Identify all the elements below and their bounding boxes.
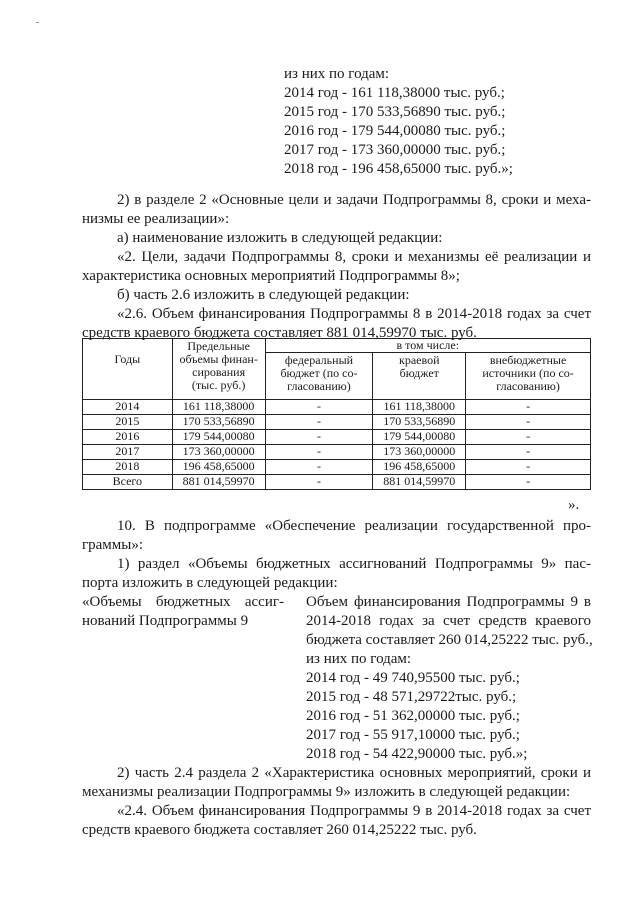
paragraph: «2.4. Объем финансирования Подпрограммы 9 в 2014-2018 годах за счет — [117, 803, 591, 819]
paragraph: 2) часть 2.4 раздела 2 «Характеристика основных мероприятий, сроки и — [117, 765, 591, 781]
cell-total: 173 360,00000 — [172, 445, 265, 460]
cell-extra: - — [466, 400, 591, 415]
year-amount-line: 2014 год - 49 740,95500 тыс. руб.; — [306, 670, 520, 686]
cell-extra: - — [466, 430, 591, 445]
cell-extra: - — [466, 445, 591, 460]
cell-extra: - — [466, 415, 591, 430]
header-extrabudget: внебюджетные источники (по со- гласованию) — [466, 353, 591, 400]
cell-total: 179 544,00080 — [172, 430, 265, 445]
table-row-total — [83, 475, 591, 490]
year-amount-line: 2018 год - 54 422,90000 тыс. руб.»; — [306, 746, 528, 762]
block1-line: 2017 год - 173 360,00000 тыс. руб.; — [284, 142, 506, 158]
paragraph: средств краевого бюджета составляет 881 014,59970 тыс. руб. — [82, 325, 477, 341]
paragraph: 10. В подпрограмме «Обеспечение реализации государственной про- — [117, 518, 591, 534]
cell-federal: - — [265, 475, 373, 490]
paragraph: «2.6. Объем финансирования Подпрограммы 8 в 2014-2018 годах за счет — [117, 306, 591, 322]
paragraph: средств краевого бюджета составляет 260 014,25222 тыс. руб. — [82, 822, 477, 838]
cell-year: 2015 — [83, 415, 173, 430]
block1-line: 2018 год - 196 458,65000 тыс. руб.»; — [284, 161, 513, 177]
cell-year: 2017 — [83, 445, 173, 460]
paragraph: б) часть 2.6 изложить в следующей редакции: — [117, 287, 410, 303]
cell-federal: - — [265, 445, 373, 460]
block1-line: 2015 год - 170 533,56890 тыс. руб.; — [284, 104, 506, 120]
year-amount-line: 2015 год - 48 571,29722тыс. руб.; — [306, 689, 517, 705]
cell-federal: - — [265, 415, 373, 430]
header-regional: краевой бюджет — [373, 353, 466, 400]
closing-quote-mark: ». — [568, 497, 580, 513]
cell-regional: 173 360,00000 — [373, 445, 466, 460]
paragraph: механизмы реализации Подпрограммы 9» изложить в следующей редакции: — [82, 784, 571, 800]
cell-year: 2014 — [83, 400, 173, 415]
table-row — [83, 415, 591, 430]
passport-left-cell: нований Подпрограммы 9 — [82, 613, 249, 629]
cell-extra: - — [466, 460, 591, 475]
year-amount-line: 2017 год - 55 917,10000 тыс. руб.; — [306, 727, 520, 743]
cell-extra: - — [466, 475, 591, 490]
table-row — [83, 460, 591, 475]
table-row — [83, 445, 591, 460]
paragraph: 2) в разделе 2 «Основные цели и задачи Подпрограммы 8, сроки и меха- — [117, 192, 591, 208]
cell-federal: - — [265, 400, 373, 415]
cell-year: 2016 — [83, 430, 173, 445]
header-years: Годы — [83, 339, 173, 400]
cell-regional: 170 533,56890 — [373, 415, 466, 430]
header-including: в том числе: — [265, 339, 590, 353]
passport-left-cell: «Объемы бюджетных ассиг- — [82, 594, 284, 610]
cell-total: 161 118,38000 — [172, 400, 265, 415]
paragraph: «2. Цели, задачи Подпрограммы 8, сроки и механизмы её реализации и — [117, 249, 591, 265]
passport-right-cell: из них по годам: — [306, 651, 412, 667]
passport-right-cell: бюджета составляет 260 014,25222 тыс. руб., — [306, 632, 593, 648]
table-row — [83, 400, 591, 415]
paragraph: порта изложить в следующей редакции: — [82, 575, 338, 591]
passport-right-cell: Объем финансирования Подпрограммы 9 в — [306, 594, 591, 610]
cell-federal: - — [265, 460, 373, 475]
block1-line: 2016 год - 179 544,00080 тыс. руб.; — [284, 123, 506, 139]
scan-mark — [36, 22, 39, 23]
cell-regional: 161 118,38000 — [373, 400, 466, 415]
cell-total: 170 533,56890 — [172, 415, 265, 430]
cell-year: Всего — [83, 475, 173, 490]
cell-total: 196 458,65000 — [172, 460, 265, 475]
cell-regional: 179 544,00080 — [373, 430, 466, 445]
cell-total: 881 014,59970 — [172, 475, 265, 490]
cell-regional: 196 458,65000 — [373, 460, 466, 475]
cell-year: 2018 — [83, 460, 173, 475]
table-row — [83, 430, 591, 445]
block1-line: из них по годам: — [284, 66, 390, 82]
header-federal: федеральный бюджет (по со- гласованию) — [265, 353, 373, 400]
financing-table — [82, 338, 591, 490]
paragraph: низмы ее реализации»: — [82, 211, 230, 227]
paragraph: 1) раздел «Объемы бюджетных ассигнований Подпрограммы 9» пас- — [117, 556, 591, 572]
block1-line: 2014 год - 161 118,38000 тыс. руб.; — [284, 85, 505, 101]
cell-federal: - — [265, 430, 373, 445]
header-limits: Предельные объемы финан- сирования (тыс. руб.) — [172, 339, 265, 400]
cell-regional: 881 014,59970 — [373, 475, 466, 490]
paragraph: характеристика основных мероприятий Подпрограммы 8»; — [82, 268, 460, 284]
passport-right-cell: 2014-2018 годах за счет средств краевого — [306, 613, 591, 629]
year-amount-line: 2016 год - 51 362,00000 тыс. руб.; — [306, 708, 520, 724]
paragraph: граммы»: — [82, 537, 144, 553]
paragraph: а) наименование изложить в следующей редакции: — [117, 230, 443, 246]
